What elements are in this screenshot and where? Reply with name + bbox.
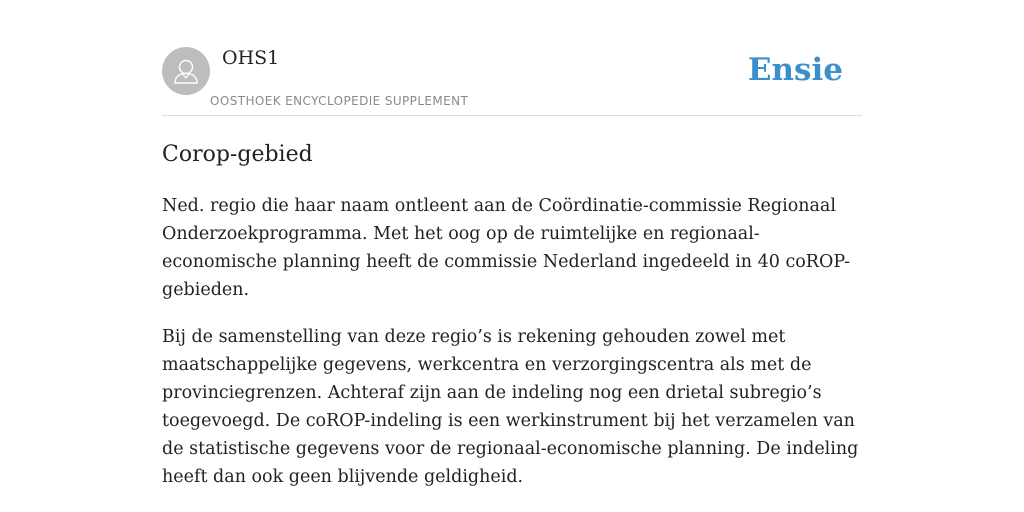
article-paragraph: Bij de samenstelling van deze regio’s is rekening gehouden zowel met maatschappelijke gegevens, werkcentra en verzorgingscentra als met de provinciegrenzen. Achteraf zijn aan de indeling nog een drietal subregio’s toegevoegd. De coROP-indeling is een werkinstrument bij het verzamelen van de statistische gegevens voor de regionaal-economische planning. De indeling heeft dan ook geen blijvende geldigheid. — [162, 327, 859, 487]
user-avatar-icon — [162, 47, 210, 95]
article-body — [162, 192, 862, 510]
author-name[interactable]: OHS1 — [222, 47, 280, 69]
source-label[interactable]: OOSTHOEK ENCYCLOPEDIE SUPPLEMENT — [210, 94, 469, 108]
brand-logo[interactable]: Ensie — [747, 52, 843, 88]
article-paragraph: Ned. regio die haar naam ontleent aan de Coördinatie-commissie Regionaal Onderzoekprogramma. Met het oog op de ruimtelijke en regionaal-economische planning heeft de commissie Nederland ingedeeld in 40 coROP-gebieden. — [162, 196, 851, 300]
header — [162, 0, 862, 116]
page-container — [162, 0, 862, 487]
page-title: Corop-gebied — [162, 142, 313, 167]
avatar[interactable] — [162, 47, 210, 95]
